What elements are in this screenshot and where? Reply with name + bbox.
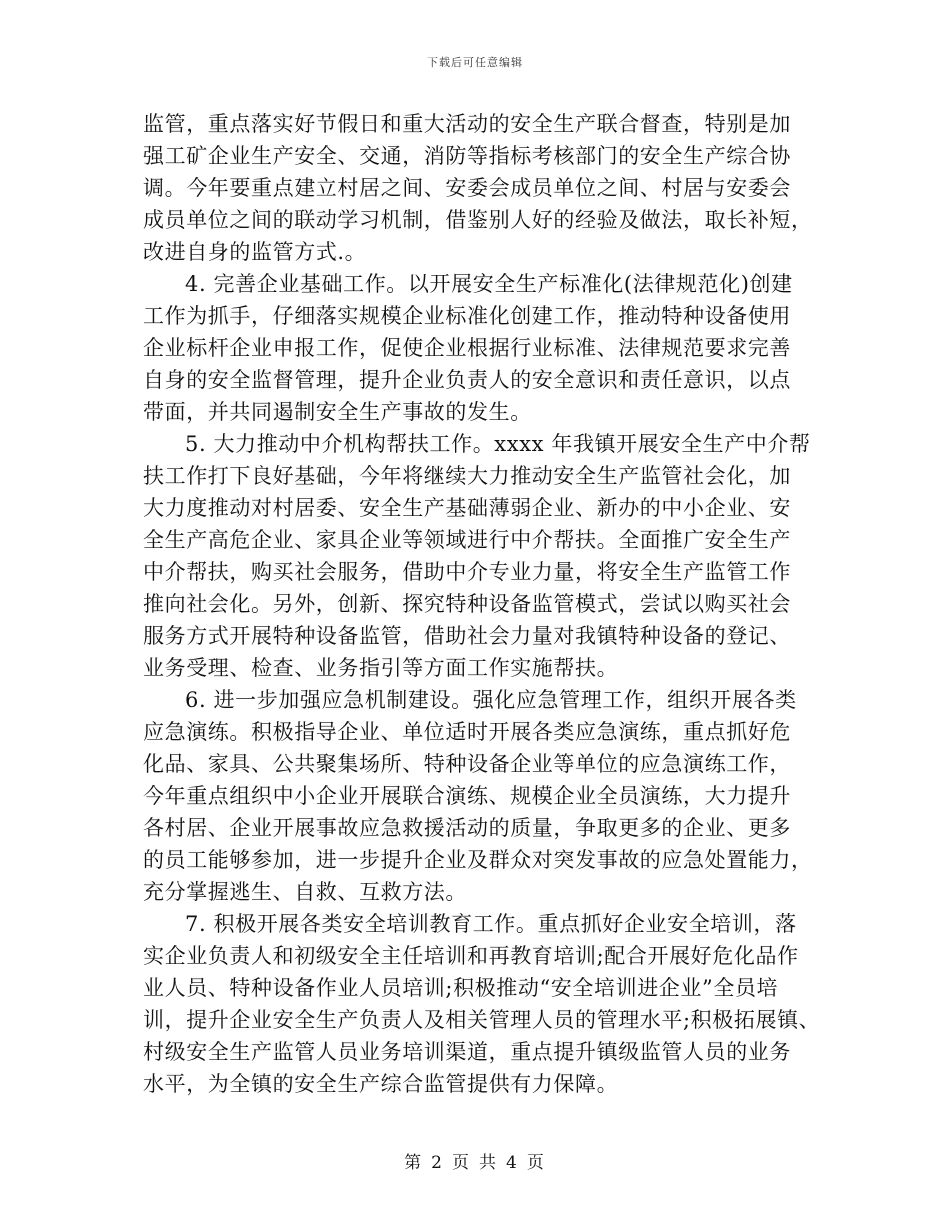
text-line: 实企业负责人和初级安全主任培训和再教育培训;配合开展好危化品作 bbox=[143, 944, 799, 968]
text-line: 化品、家具、公共聚集场所、特种设备企业等单位的应急演练工作， bbox=[143, 752, 791, 776]
text-line: 今年重点组织中小企业开展联合演练、规模企业全员演练，大力提升 bbox=[143, 784, 791, 808]
text-line: 服务方式开展特种设备监管，借助社会力量对我镇特种设备的登记、 bbox=[143, 624, 791, 648]
text-line: 自身的安全监督管理，提升企业负责人的安全意识和责任意识，以点 bbox=[143, 368, 791, 392]
text-line: 扶工作打下良好基础，今年将继续大力推动安全生产监管社会化，加 bbox=[143, 464, 791, 488]
text-line: 应急演练。积极指导企业、单位适时开展各类应急演练，重点抓好危 bbox=[143, 720, 791, 744]
text-line: 大力度推动对村居委、安全生产基础薄弱企业、新办的中小企业、安 bbox=[143, 496, 791, 520]
text-line: 村级安全生产监管人员业务培训渠道，重点提升镇级监管人员的业务 bbox=[143, 1040, 791, 1064]
text-line: 企业标杆企业申报工作，促使企业根据行业标准、法律规范要求完善 bbox=[143, 336, 791, 360]
text-line: 带面，并共同遏制安全生产事故的发生。 bbox=[143, 400, 532, 424]
text-line: 全生产高危企业、家具企业等领域进行中介帮扶。全面推广安全生产 bbox=[143, 528, 791, 552]
text-line: 业务受理、检查、业务指引等方面工作实施帮扶。 bbox=[143, 656, 619, 680]
paragraph-5-start: 5. 大力推动中介机构帮扶工作。xxxx 年我镇开展安全生产中介帮 bbox=[185, 432, 811, 456]
text-line: 充分掌握逃生、自救、互救方法。 bbox=[143, 880, 467, 904]
text-line: 推向社会化。另外，创新、探究特种设备监管模式，尝试以购买社会 bbox=[143, 592, 791, 616]
paragraph-4-start: 4. 完善企业基础工作。以开展安全生产标准化(法律规范化)创建 bbox=[185, 272, 793, 296]
text-line: 工作为抓手，仔细落实规模企业标准化创建工作，推动特种设备使用 bbox=[143, 304, 791, 328]
paragraph-6-start: 6. 进一步加强应急机制建设。强化应急管理工作，组织开展各类 bbox=[185, 688, 797, 712]
page-number-footer bbox=[0, 1148, 950, 1173]
text-line: 训，提升企业安全生产负责人及相关管理人员的管理水平;积极拓展镇、 bbox=[143, 1008, 821, 1032]
text-line: 改进自身的监管方式.。 bbox=[143, 240, 367, 264]
text-line: 调。今年要重点建立村居之间、安委会成员单位之间、村居与安委会 bbox=[143, 176, 791, 200]
footer-suffix: 页 bbox=[526, 1153, 546, 1173]
text-line: 中介帮扶，购买社会服务，借助中介专业力量，将安全生产监管工作 bbox=[143, 560, 791, 584]
text-line: 的员工能够参加，进一步提升企业及群众对突发事故的应急处置能力， bbox=[143, 848, 813, 872]
text-line: 强工矿企业生产安全、交通，消防等指标考核部门的安全生产综合协 bbox=[143, 144, 791, 168]
text-line: 成员单位之间的联动学习机制，借鉴别人好的经验及做法，取长补短， bbox=[143, 208, 813, 232]
document-body bbox=[143, 108, 833, 1100]
text-line: 业人员、特种设备作业人员培训;积极推动“安全培训进企业”全员培 bbox=[143, 976, 779, 1000]
text-line: 水平，为全镇的安全生产综合监管提供有力保障。 bbox=[143, 1072, 619, 1096]
page-header-note: 下载后可任意编辑 bbox=[427, 56, 523, 69]
total-page-number: 4 bbox=[506, 1153, 519, 1173]
footer-prefix: 第 bbox=[404, 1153, 424, 1173]
text-line: 监管，重点落实好节假日和重大活动的安全生产联合督查，特别是加 bbox=[143, 112, 791, 136]
paragraph-7-start: 7. 积极开展各类安全培训教育工作。重点抓好企业安全培训，落 bbox=[185, 912, 797, 936]
text-line: 各村居、企业开展事故应急救援活动的质量，争取更多的企业、更多 bbox=[143, 816, 791, 840]
current-page-number: 2 bbox=[431, 1153, 444, 1173]
footer-page-word: 页 bbox=[452, 1153, 471, 1173]
footer-total-word: 共 bbox=[479, 1153, 498, 1173]
